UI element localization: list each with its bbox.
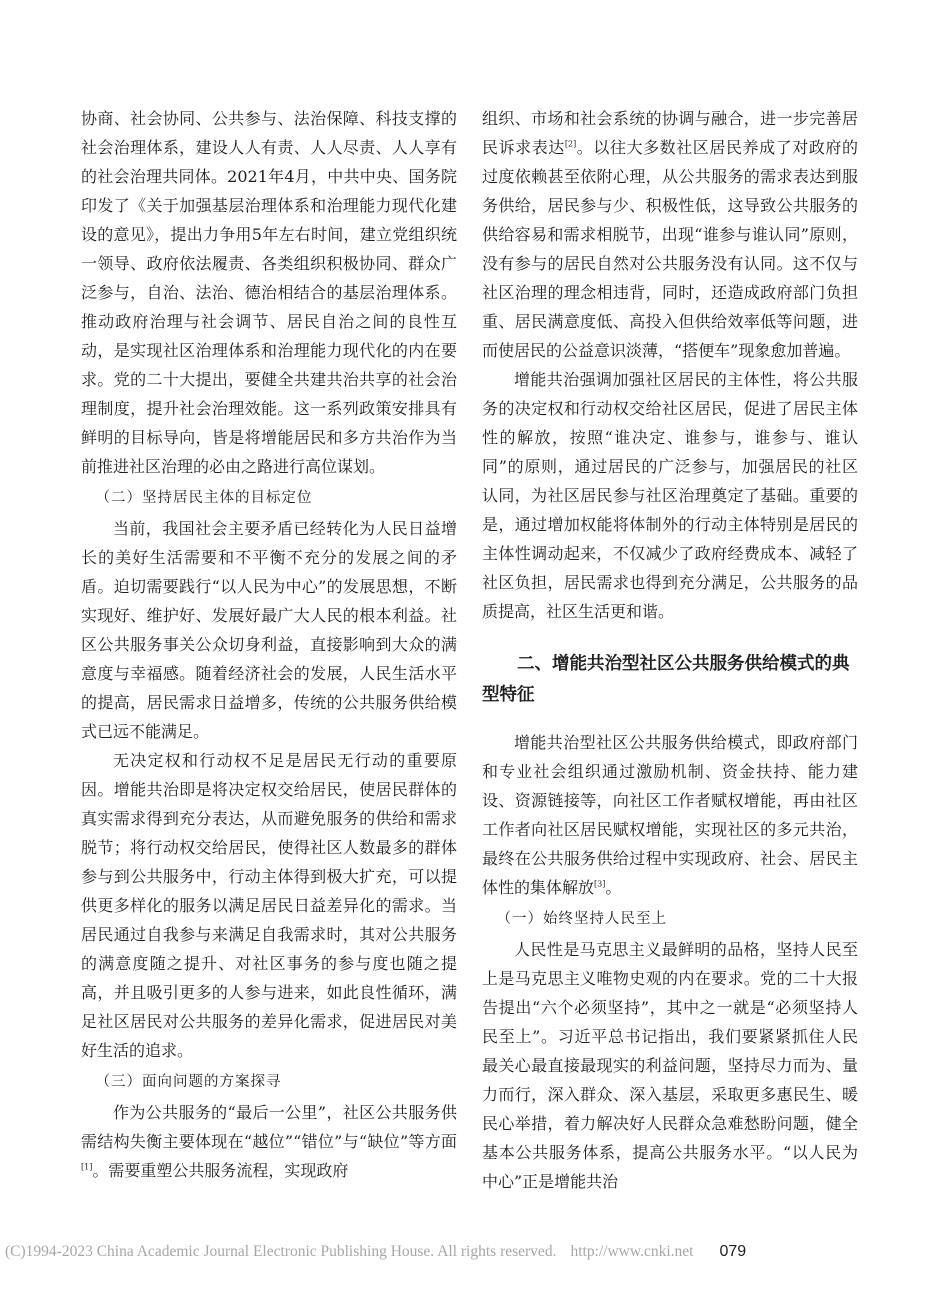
paragraph-text: 作为公共服务的“最后一公里”，社区公共服务供需结构失衡主要体现在“越位”“错位”与“缺位”等方面 <box>81 1103 457 1151</box>
paragraph-text: 增能共治型社区公共服务供给模式，即政府部门和专业社会组织通过激励机制、资金扶持、能力建设、资源链接等，向社区工作者赋权增能，再由社区工作者向社区居民赋权增能，实现社区的多元共治，最终在公共服务供给过程中实现政府、社会、居民主体性的集体解放 <box>482 733 858 897</box>
citation-ref: [2] <box>564 139 577 149</box>
paragraph: 协商、社会协同、公共参与、法治保障、科技支撑的社会治理体系，建设人人有责、人人尽责、人人享有的社会治理共同体。2021年4月，中共中央、国务院印发了《关于加强基层治理体系和治理能力现代化建设的意见》，提出力争用5年左右时间，建立党组织统一领导、政府依法履责、各类组织积极协同、群众广泛参与，自治、法治、德治相结合的基层治理体系。推动政府治理与社会调节、居民自治之间的良性互动，是实现社区治理体系和治理能力现代化的内在要求。党的二十大提出，要健全共建共治共享的社会治理制度，提升社会治理效能。这一系列政策安排具有鲜明的目标导向，皆是将增能居民和多方共治作为当前推进社区治理的必由之路进行高位谋划。 <box>81 109 457 476</box>
left-column <box>81 104 457 1185</box>
section-heading: 二、增能共治型社区公共服务供给模式的典型特征 <box>482 654 850 705</box>
page-number: 079 <box>719 1243 747 1260</box>
paragraph: 增能共治强调加强社区居民的主体性，将公共服务的决定权和行动权交给社区居民，促进了居民主体性的解放，按照“谁决定、谁参与，谁参与、谁认同”的原则，通过居民的广泛参与，加强居民的社区认同，为社区居民参与社区治理奠定了基础。重要的是，通过增加权能将体制外的行动主体特别是居民的主体性调动起来，不仅减少了政府经费成本、减轻了社区负担，居民需求也得到充分满足，公共服务的品质提高，社区生活更和谐。 <box>482 370 858 621</box>
subheading: （三）面向问题的方案探寻 <box>95 1074 282 1090</box>
page-footer <box>5 1243 940 1261</box>
paragraph <box>81 1098 457 1185</box>
paragraph-text: 。需要重塑公共服务流程，实现政府 <box>92 1161 349 1180</box>
paragraph-text: 组织、市场和社会系统的协调与融合，进一步完善居民诉求表达 <box>482 109 858 157</box>
citation-ref: [3] <box>594 879 606 889</box>
paragraph-text: 。 <box>605 878 622 897</box>
paragraph: 无决定权和行动权不足是居民无行动的重要原因。增能共治即是将决定权交给居民，使居民群体的真实需求得到充分表达，从而避免服务的供给和需求脱节；将行动权交给居民，使得社区人数最多的群体参与到公共服务中，行动主体得到极大扩充，可以提供更多样化的服务以满足居民日益差异化的需求。当居民通过自我参与来满足自我需求时，其对公共服务的满意度随之提升、对社区事务的参与度也随之提高，并且吸引更多的人参与进来，如此良性循环，满足社区居民对公共服务的差异化需求，促进居民对美好生活的追求。 <box>81 751 457 1060</box>
citation-ref: [1] <box>81 1162 93 1172</box>
paragraph <box>482 104 858 365</box>
paragraph-text: 。以往大多数社区居民养成了对政府的过度依赖甚至依附心理，从公共服务的需求表达到服务供给，居民参与少、积极性低，这导致公共服务的供给容易和需求相脱节，出现“谁参与谁认同”原则，没有参与的居民自然对公共服务没有认同。这不仅与社区治理的理念相违背，同时，还造成政府部门负担重、居民满意度低、高投入但供给效率低等问题，进而使居民的公益意识淡薄，“搭便车”现象愈加普遍。 <box>482 138 858 360</box>
cnki-url: http://www.cnki.net <box>570 1243 694 1260</box>
paragraph: 当前，我国社会主要矛盾已经转化为人民日益增长的美好生活需要和不平衡不充分的发展之间的矛盾。迫切需要践行“以人民为中心”的发展思想，不断实现好、维护好、发展好最广大人民的根本利益。社区公共服务事关公众切身利益，直接影响到大众的满意度与幸福感。随着经济社会的发展，人民生活水平的提高，居民需求日益增多，传统的公共服务供给模式已远不能满足。 <box>81 519 457 741</box>
right-column <box>482 104 858 1196</box>
subheading: （一）始终坚持人民至上 <box>496 911 667 927</box>
paragraph: 人民性是马克思主义最鲜明的品格，坚持人民至上是马克思主义唯物史观的内在要求。党的二十大报告提出“六个必须坚持”，其中之一就是“必须坚持人民至上”。习近平总书记指出，我们要紧紧抓住人民最关心最直接最现实的利益问题，坚持尽力而为、量力而行，深入群众、深入基层，采取更多惠民生、暖民心举措，着力解决好人民群众急难愁盼问题，健全基本公共服务体系，提高公共服务水平。“以人民为中心”正是增能共治 <box>482 940 858 1191</box>
subheading: （二）坚持居民主体的目标定位 <box>95 490 313 506</box>
copyright-notice: (C)1994-2023 China Academic Journal Electronic Publishing House. All rights reserved. <box>5 1243 557 1260</box>
paragraph <box>482 728 858 902</box>
